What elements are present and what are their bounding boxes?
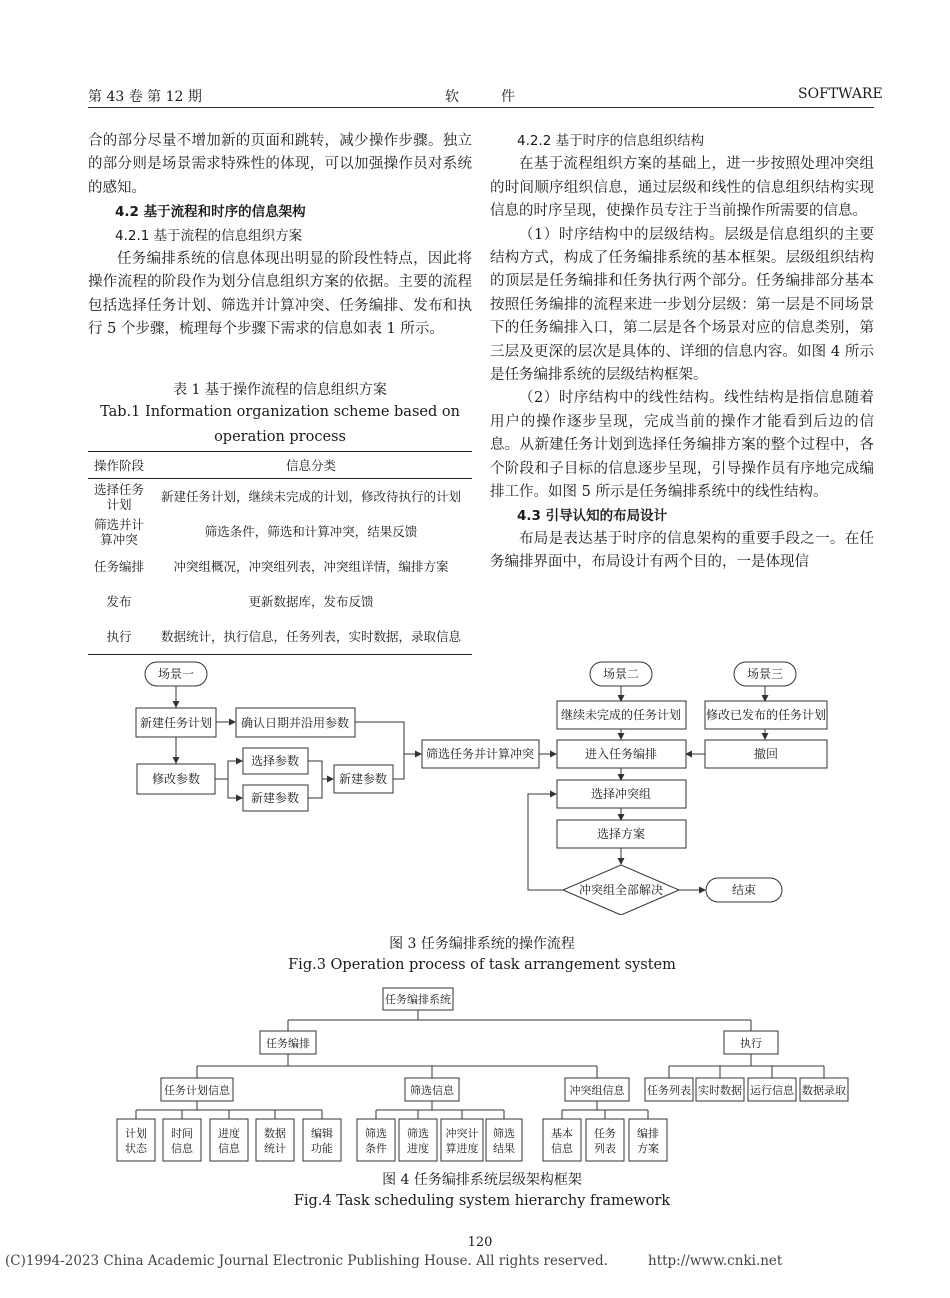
table-cell-info: 筛选条件，筛选和计算冲突，结果反馈 [204, 524, 418, 539]
new-param-label: 新建参数 [250, 791, 300, 805]
leaf-label: 进度 [407, 1142, 429, 1155]
plan-info-label: 任务计划信息 [164, 1084, 230, 1097]
header-rule [88, 107, 874, 108]
table-row [88, 619, 472, 655]
new-plan-label: 新建任务计划 [139, 716, 213, 730]
table-cell-stage: 执行 [88, 619, 150, 655]
continue-plan-label: 继续未完成的任务计划 [560, 708, 682, 722]
exec-item-label: 运行信息 [750, 1084, 794, 1097]
section-heading-4-2: 4.2 基于流程和时序的信息架构 [115, 204, 306, 221]
paragraph: 合的部分尽量不增加新的页面和跳转，减少操作步骤。独立的部分则是场景需求特殊性的体现，可以加强操作员对系统的感知。 [88, 133, 472, 196]
exec-item-label: 任务列表 [647, 1084, 691, 1097]
table-cell-info: 更新数据库，发布反馈 [248, 594, 374, 609]
leaf-label: 编排 [637, 1127, 659, 1140]
table-cell-stage: 发布 [106, 594, 132, 609]
table-caption-en: Tab.1 Information organization scheme based on [100, 404, 460, 420]
leaf-label: 状态 [125, 1142, 147, 1155]
table-cell-info: 数据统计，执行信息，任务列表，实时数据，录取信息 [150, 619, 472, 655]
journal-name-en: SOFTWARE [798, 86, 883, 102]
figure-4-caption-cn: 图 4 任务编排系统层级架构框架 [382, 1172, 582, 1188]
leaf-label: 基本 [551, 1127, 573, 1140]
filter-calc-label: 筛选任务并计算冲突 [425, 747, 535, 761]
table-cell-stage: 选择任务计划 [93, 481, 144, 512]
paragraph: 布局是表达基于时序的信息架构的重要手段之一。在任务编排界面中，布局设计有两个目的，一是体现信 [490, 530, 874, 571]
section-heading-4-2-2: 4.2.2 基于时序的信息组织结构 [517, 133, 705, 149]
new-param-label-2: 新建参数 [338, 772, 388, 786]
paragraph: （2）时序结构中的线性结构。线性结构是指信息随着用户的操作逐步呈现，完成当前的操作才能看到后边的信息。从新建任务计划到选择任务编排方案的整个过程中，各个阶段和子目标的信息逐步呈现，引导操作员有序地完成编排工作。如图 5 所示是任务编排系统中的线性结构。 [490, 390, 874, 501]
leaf-label: 进度 [218, 1127, 240, 1140]
leaf-label: 信息 [218, 1142, 240, 1155]
table-cell-stage: 筛选并计算冲突 [93, 516, 144, 547]
exec-item-label: 数据录取 [802, 1084, 846, 1097]
journal-name: 软 件 [445, 89, 515, 105]
leaf-label: 数据 [264, 1127, 286, 1140]
section-heading-4-2-1: 4.2.1 基于流程的信息组织方案 [115, 227, 303, 244]
scene3-label: 场景三 [746, 667, 784, 681]
table-cell-stage: 任务编排 [93, 559, 144, 574]
leaf-label: 条件 [365, 1142, 387, 1155]
select-group-label: 选择冲突组 [590, 787, 652, 801]
modify-published-label: 修改已发布的任务计划 [705, 708, 827, 722]
leaf-label: 列表 [594, 1142, 616, 1155]
scene1-label: 场景一 [157, 667, 195, 681]
table-cell-info: 冲突组概况，冲突组列表，冲突组详情，编排方案 [173, 559, 449, 574]
page-number: 120 [467, 1235, 493, 1250]
root-label: 任务编排系统 [385, 993, 451, 1006]
table-caption-cn: 表 1 基于操作流程的信息组织方案 [173, 382, 387, 398]
left-column [88, 130, 472, 342]
table-header: 信息分类 [150, 452, 472, 479]
table-caption-en-cont: operation process [214, 429, 346, 445]
table-row [88, 584, 472, 619]
leaf-label: 编辑 [311, 1127, 333, 1140]
modify-param-label: 修改参数 [151, 772, 201, 786]
leaf-label: 筛选 [407, 1127, 429, 1140]
leaf-label: 算进度 [445, 1142, 479, 1155]
revoke-label: 撤回 [753, 747, 779, 761]
table-row [88, 514, 472, 549]
arrange-label: 任务编排 [266, 1037, 310, 1050]
figure-3-caption-cn: 图 3 任务编排系统的操作流程 [389, 936, 575, 952]
select-scheme-label: 选择方案 [596, 827, 646, 841]
scene2-label: 场景二 [602, 667, 640, 681]
section-heading-4-3: 4.3 引导认知的布局设计 [517, 507, 668, 524]
leaf-label: 筛选 [365, 1127, 387, 1140]
confirm-date-label: 确认日期并沿用参数 [240, 716, 350, 730]
select-param-label: 选择参数 [250, 754, 300, 768]
leaf-label: 冲突计 [445, 1127, 479, 1140]
filter-info-label: 筛选信息 [410, 1084, 454, 1097]
table-header: 操作阶段 [88, 452, 150, 479]
leaf-label: 时间 [171, 1127, 193, 1140]
leaf-label: 方案 [637, 1142, 659, 1155]
table-cell-info: 新建任务计划，继续未完成的计划，修改待执行的计划 [160, 489, 461, 504]
copyright-notice: (C)1994-2023 China Academic Journal Electronic Publishing House. All rights reserved. [5, 1253, 608, 1269]
figure-4-caption-en: Fig.4 Task scheduling system hierarchy framework [293, 1193, 671, 1209]
right-column [490, 130, 874, 575]
group-info-label: 冲突组信息 [569, 1084, 625, 1097]
table-row [88, 549, 472, 584]
paragraph: 在基于流程组织方案的基础上，进一步按照处理冲突组的时间顺序组织信息，通过层级和线性的信息组织结构实现信息的时序呈现，使操作员专注于当前操作所需要的信息。 [490, 156, 874, 220]
figure-4-hierarchy [0, 983, 950, 1168]
leaf-label: 功能 [311, 1142, 333, 1155]
paragraph: （1）时序结构中的层级结构。层级是信息组织的主要结构方式，构成了任务编排系统的基本框架。层级组织结构的顶层是任务编排和任务执行两个部分。任务编排部分基本按照任务编排的流程来进一步划分层级：第一层是不同场景下的任务编排入口，第二层是各个场景对应的信息类别，第三层及更深的层次是具体的、详细的信息内容。如图 4 所示是任务编排系统的层级结构框架。 [490, 226, 874, 384]
journal-volume: 第 43 卷 第 12 期 [88, 89, 202, 105]
leaf-label: 信息 [551, 1142, 573, 1155]
leaf-label: 筛选 [493, 1127, 515, 1140]
exec-item-label: 实时数据 [698, 1084, 742, 1097]
cnki-url: http://www.cnki.net [648, 1253, 783, 1269]
figure-3-caption-en: Fig.3 Operation process of task arrangement system [288, 957, 676, 973]
leaf-label: 结果 [493, 1142, 515, 1155]
table-row [88, 479, 472, 515]
end-label: 结束 [731, 883, 757, 897]
leaf-label: 计划 [125, 1127, 147, 1140]
leaf-label: 信息 [171, 1142, 193, 1155]
figure-3-flowchart [0, 655, 950, 915]
execute-label: 执行 [740, 1037, 762, 1050]
table-1 [88, 451, 472, 655]
enter-arrange-label: 进入任务编排 [584, 747, 658, 761]
leaf-label: 任务 [594, 1127, 616, 1140]
paragraph: 任务编排系统的信息体现出明显的阶段性特点，因此将操作流程的阶段作为划分信息组织方案的依据。主要的流程包括选择任务计划、筛选并计算冲突、任务编排、发布和执行 5 个步骤，梳理每个步骤下需求的信息如表 1 所示。 [88, 251, 472, 338]
all-resolved-label: 冲突组全部解决 [578, 883, 664, 897]
leaf-label: 统计 [264, 1142, 286, 1155]
